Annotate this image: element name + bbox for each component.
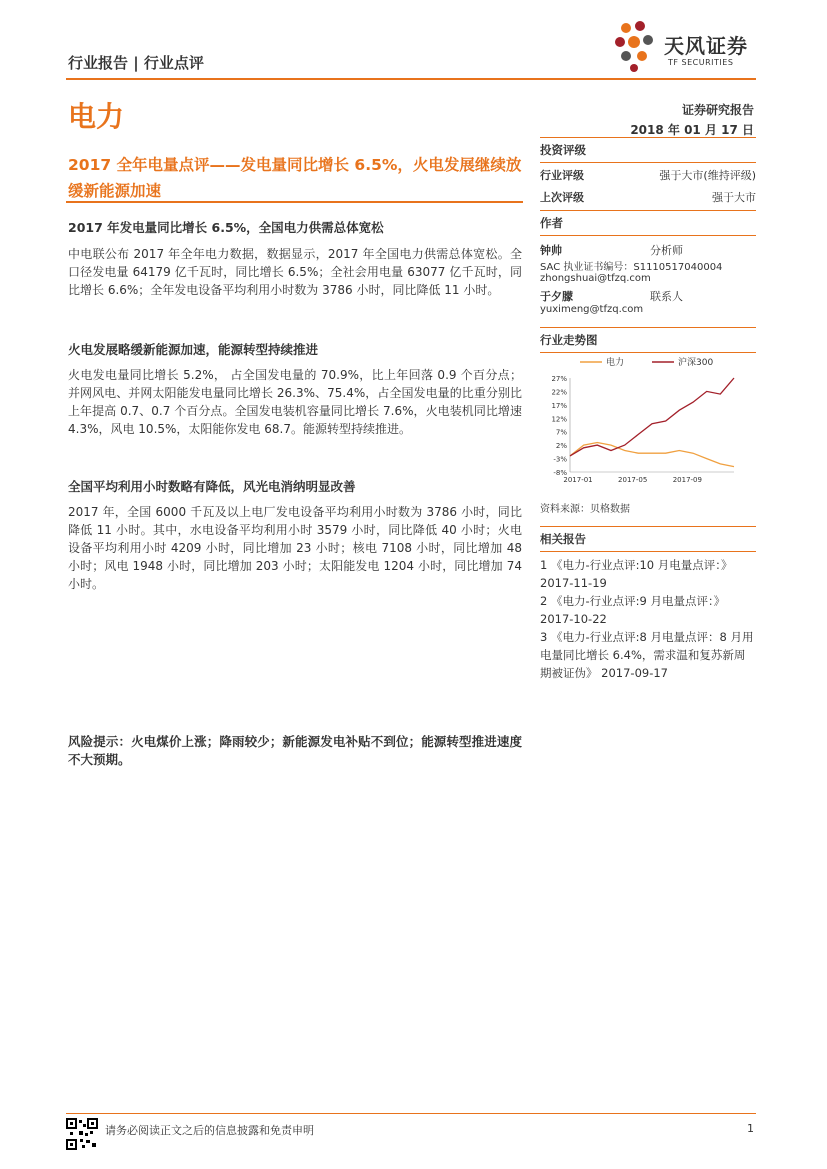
logo-text-cn: 天风证券 — [664, 34, 748, 58]
header-divider — [66, 78, 756, 80]
rating-title: 投资评级 — [540, 143, 586, 157]
main-title: 2017 全年电量点评——发电量同比增长 6.5%，火电发展继续放缓新能源加速 — [68, 156, 522, 200]
related-date-2: 2017-10-22 — [540, 612, 607, 626]
sidebar-divider — [540, 137, 756, 138]
related-item[interactable] — [540, 592, 756, 628]
industry-trend-chart — [540, 350, 756, 490]
industry-title: 电力 — [68, 100, 125, 133]
author1-role: 分析师 — [650, 244, 683, 257]
sidebar-divider — [540, 526, 756, 527]
prev-rating-value: 强于大市 — [712, 191, 756, 204]
title-divider — [66, 201, 523, 203]
author1-email[interactable]: zhongshuai@tfzq.com — [540, 273, 651, 284]
footer-disclaimer: 请务必阅读正文之后的信息披露和免责申明 — [105, 1124, 314, 1137]
series-line-hs300 — [570, 378, 734, 456]
legend — [580, 356, 713, 368]
section-body-2: 火电发电量同比增长 5.2%， 占全国发电量的 70.9%，比上年回落 0.9 个百分点；并网风电、并网太阳能发电量同比增长 26.3%、75.4%，占全国发电量的比重分别比上年提高 0.7、0.7 个百分点。全国发电装机容量同比增长 7.6%，火电装机同比增速 4.3%，风电 10.5%，太阳能你发电 68.7。能源转型持续推进。 — [68, 368, 522, 436]
x-tick-label: 2017-05 — [618, 476, 648, 484]
sidebar-divider — [540, 235, 756, 236]
sidebar-divider — [540, 327, 756, 328]
risk-warning: 风险提示：火电煤价上涨；降雨较少；新能源发电补贴不到位；能源转型推进速度不大预期。 — [68, 734, 522, 767]
related-list — [540, 556, 756, 682]
author2-role: 联系人 — [650, 290, 683, 303]
y-tick-label: 27% — [551, 375, 567, 383]
section-heading-1: 2017 年发电量同比增长 6.5%，全国电力供需总体宽松 — [68, 220, 384, 235]
sidebar-rating — [540, 137, 756, 205]
trend-title: 行业走势图 — [540, 333, 598, 347]
related-date-3: 2017-09-17 — [601, 666, 668, 680]
section-heading-2: 火电发展略缓新能源加速，能源转型持续推进 — [68, 342, 319, 357]
related-title-3: 3 《电力-行业点评:8 月电量点评：8 月用电量同比增长 6.4%，需求温和复苏新周期被证伪》 — [540, 630, 754, 680]
y-tick-label: 17% — [551, 401, 567, 410]
x-axis — [563, 472, 734, 484]
author2-row — [540, 288, 756, 304]
y-tick-label: -8% — [553, 469, 567, 477]
related-title-1: 1 《电力-行业点评:10 月电量点评：》 — [540, 558, 733, 572]
sidebar-divider — [540, 162, 756, 163]
author1-row — [540, 242, 756, 258]
section-heading-3: 全国平均利用小时数略有降低，风光电消纳明显改善 — [68, 479, 356, 494]
sidebar-related — [540, 526, 756, 682]
author1-cert: SAC 执业证书编号：S1110517040004 — [540, 262, 723, 273]
sidebar-divider — [540, 210, 756, 211]
rating-label: 行业评级 — [540, 169, 584, 182]
x-tick-label: 2017-09 — [672, 476, 702, 484]
report-type: 证券研究报告 — [681, 103, 754, 117]
y-axis — [551, 375, 570, 477]
report-date: 2018 年 01 月 17 日 — [630, 123, 754, 137]
sidebar-divider — [540, 551, 756, 552]
author2-email[interactable]: yuximeng@tfzq.com — [540, 304, 644, 315]
prev-rating-label: 上次评级 — [540, 191, 584, 204]
chart-series — [570, 378, 734, 467]
legend-label-hs300: 沪深300 — [678, 358, 714, 368]
y-tick-label: -3% — [553, 455, 567, 464]
y-tick-label: 22% — [551, 388, 567, 397]
chart-source: 资料来源：贝格数据 — [540, 504, 630, 515]
related-title-2: 2 《电力-行业点评:9 月电量点评：》 — [540, 594, 726, 608]
qr-code-icon — [66, 1118, 98, 1150]
page-number: 1 — [747, 1122, 754, 1135]
report-category: 行业报告 | 行业点评 — [68, 54, 204, 72]
author1-name: 钟帅 — [540, 244, 562, 257]
y-tick-label: 12% — [551, 415, 567, 424]
sidebar-authors — [540, 210, 756, 315]
y-tick-label: 2% — [555, 442, 567, 451]
related-date-1: 2017-11-19 — [540, 576, 607, 590]
author-title: 作者 — [540, 216, 563, 230]
y-tick-label: 7% — [555, 428, 567, 437]
footer-divider — [66, 1113, 756, 1114]
legend-label-power: 电力 — [606, 358, 625, 368]
author2-name: 于夕朦 — [540, 290, 573, 303]
related-title: 相关报告 — [540, 532, 586, 546]
company-logo — [612, 18, 762, 78]
x-tick-label: 2017-01 — [563, 476, 593, 484]
rating-value: 强于大市(维持评级) — [659, 169, 756, 182]
related-item[interactable] — [540, 628, 756, 682]
prev-rating-row — [540, 189, 756, 205]
rating-row — [540, 167, 756, 183]
section-body-3: 2017 年，全国 6000 千瓦及以上电厂发电设备平均利用小时数为 3786 小时，同比降低 11 小时。其中，水电设备平均利用小时 3579 小时，同比降低 40 小时；火电设备平均利用小时 4209 小时，同比增加 23 小时；核电 7108 小时，同比增加 48 小时；风电 1948 小时，同比增加 203 小时；太阳能发电 1204 小时，同比增加 74 小时。 — [68, 505, 522, 591]
section-body-1: 中电联公布 2017 年全年电力数据，数据显示，2017 年全国电力供需总体宽松。全口径发电量 64179 亿千瓦时，同比增长 6.5%；全社会用电量 63077 亿千瓦时，同比增长 6.6%；全年发电设备平均利用小时数为 3786 小时，同比降低 11 小时。 — [68, 247, 522, 297]
logo-mark-icon — [612, 18, 660, 76]
logo-text-en: TF SECURITIES — [668, 58, 734, 67]
related-item[interactable] — [540, 556, 756, 592]
